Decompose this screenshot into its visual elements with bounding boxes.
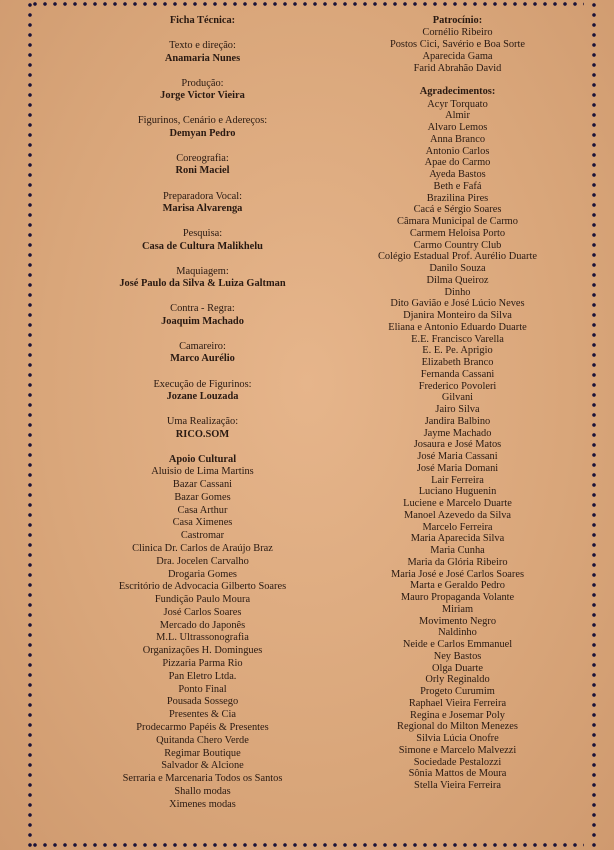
credit-name: José Paulo da Silva & Luiza Galtman	[119, 278, 286, 290]
list-item: Postos Cici, Savério e Boa Sorte	[389, 39, 526, 51]
list-item: Maria da Glória Ribeiro	[407, 556, 508, 568]
list-item: Fundição Paulo Moura	[154, 594, 251, 606]
ficha-tecnica-title: Ficha Técnica:	[169, 15, 236, 26]
credit-role: Uma Realização:	[166, 416, 239, 428]
agradecimentos-list	[325, 99, 590, 792]
list-item: Silvia Lúcia Onofre	[416, 733, 499, 745]
list-item: Simone e Marcelo Malvezzi	[398, 744, 517, 756]
list-item: Almir	[445, 110, 470, 122]
list-item: Eliana e Antonio Eduardo Duarte	[388, 321, 527, 333]
credit-name: Marco Aurélio	[170, 353, 235, 365]
credit-entry	[50, 379, 355, 404]
list-item: Neide e Carlos Emmanuel	[402, 639, 513, 651]
list-item: Ximenes modas	[169, 798, 236, 810]
list-item: Pan Eletro Ltda.	[168, 670, 237, 682]
list-item: Josaura e José Matos	[413, 439, 502, 451]
credit-entry	[50, 228, 355, 253]
list-item: Câmara Municipal de Carmo	[397, 216, 518, 228]
list-item: Ayeda Bastos	[429, 169, 486, 181]
list-item: Elizabeth Branco	[421, 357, 494, 369]
credit-entry	[50, 191, 355, 216]
list-item: Casa Arthur	[177, 504, 228, 516]
credit-name: Jozane Louzada	[166, 390, 239, 402]
dotted-border-bottom	[30, 842, 584, 848]
list-item: Luciano Huguenin	[418, 486, 497, 498]
list-item: Orly Reginaldo	[425, 674, 490, 686]
list-item: Antonio Carlos	[425, 145, 490, 157]
list-item: Shallo modas	[174, 786, 231, 798]
list-item: Presentes & Cia	[169, 709, 236, 721]
list-item: Serraria e Marcenaria Todos os Santos	[122, 773, 283, 785]
list-item: Colégio Estadual Prof. Aurélio Duarte	[378, 251, 537, 263]
list-item: José Maria Cassani	[417, 451, 498, 463]
list-item: Pousada Sossego	[166, 696, 239, 708]
list-item: Marta e Geraldo Pedro	[410, 580, 505, 592]
list-item: Escritório de Advocacia Gilberto Soares	[118, 581, 287, 593]
list-item: Maria José e José Carlos Soares	[390, 568, 525, 580]
apoio-cultural-list	[50, 466, 355, 812]
apoio-cultural-section	[50, 454, 355, 812]
list-item: Dra. Jocelen Carvalho	[156, 555, 249, 567]
list-item: Dinho	[444, 286, 471, 298]
credit-entry	[50, 115, 355, 140]
dotted-border-right	[591, 0, 597, 850]
credit-name: Roni Maciel	[175, 165, 230, 177]
list-item: Raphael Vieira Ferreira	[408, 697, 507, 709]
credit-entry	[50, 153, 355, 178]
credit-role: Produção:	[181, 77, 224, 89]
credit-name: RICO.SOM	[175, 428, 230, 440]
list-item: Naldinho	[438, 627, 477, 639]
list-item: Carmem Heloisa Porto	[409, 227, 506, 239]
list-item: Organizações H. Domingues	[142, 645, 263, 657]
list-item: Salvador & Alcione	[161, 760, 244, 772]
list-item: Castromar	[180, 530, 225, 542]
credit-role: Maquiagem:	[176, 265, 229, 277]
list-item: Regional do Milton Menezes	[397, 721, 518, 733]
list-item: Danilo Souza	[429, 263, 486, 275]
list-item: Gilvani	[441, 392, 474, 404]
credit-role: Texto e direção:	[169, 40, 236, 52]
list-item: Clinica Dr. Carlos de Araújo Braz	[132, 542, 273, 554]
apoio-cultural-title: Apoio Cultural	[168, 453, 237, 465]
list-item: Movimento Negro	[418, 615, 497, 627]
list-item: Manoel Azevedo da Silva	[403, 509, 512, 521]
list-item: Ponto Final	[178, 683, 227, 695]
list-item: Progeto Curumim	[420, 686, 495, 698]
dotted-border-left	[27, 0, 33, 850]
list-item: Sônia Mattos de Moura	[408, 768, 507, 780]
credit-role: Preparadora Vocal:	[163, 190, 242, 202]
credit-name: Demyan Pedro	[169, 127, 236, 139]
credit-entry	[50, 266, 355, 291]
list-item: Miriam	[441, 603, 474, 615]
list-item: Brazilina Pires	[426, 192, 489, 204]
list-item: M.L. Ultrassonografia	[156, 632, 249, 644]
credit-role: Figurinos, Cenário e Adereços:	[137, 115, 268, 127]
list-item: Olga Duarte	[431, 662, 484, 674]
list-item: Bazar Gomes	[174, 491, 231, 503]
list-item: Alvaro Lemos	[427, 122, 488, 134]
list-item: Regimar Boutique	[164, 747, 241, 759]
patrocinio-title: Patrocínio:	[432, 15, 483, 26]
list-item: Maria Cunha	[430, 545, 485, 557]
agradecimentos-title: Agradecimentos:	[419, 86, 496, 98]
list-item: Carmo Country Club	[413, 239, 502, 251]
list-item: Djanira Monteiro da Silva	[403, 310, 512, 322]
list-item: Frederico Povoleri	[418, 380, 497, 392]
list-item: Quitanda Chero Verde	[156, 734, 249, 746]
list-item: Farid Abrahão David	[413, 62, 502, 74]
credit-name: Anamaria Nunes	[164, 52, 241, 64]
credit-name: Joaquim Machado	[161, 315, 244, 327]
list-item: Anna Branco	[429, 133, 486, 145]
list-item: Bazar Cassani	[172, 478, 233, 490]
credit-entry	[50, 341, 355, 366]
list-item: Pizzaria Parma Rio	[162, 658, 243, 670]
credit-entry	[50, 40, 355, 65]
credit-entry	[50, 303, 355, 328]
list-item: Luciene e Marcelo Duarte	[403, 498, 512, 510]
list-item: Marcelo Ferreira	[422, 521, 493, 533]
list-item: Maria Aparecida Silva	[410, 533, 505, 545]
credit-role: Camareiro:	[179, 341, 226, 353]
credit-role: Pesquisa:	[182, 228, 223, 240]
ficha-tecnica-section	[50, 15, 355, 27]
left-column	[50, 15, 355, 812]
list-item: Jandira Balbino	[424, 415, 491, 427]
list-item: E. E. Pe. Aprigio	[422, 345, 493, 357]
list-item: Casa Ximenes	[172, 517, 233, 529]
list-item: Prodecarmo Papéis & Presentes	[136, 722, 269, 734]
list-item: Mercado do Japonês	[159, 619, 246, 631]
list-item: Stella Vieira Ferreira	[414, 780, 501, 792]
list-item: Regina e Josemar Poly	[410, 709, 505, 721]
credit-name: Marisa Alvarenga	[162, 202, 243, 214]
credit-role: Coreografia:	[176, 153, 229, 165]
credit-name: Casa de Cultura Malikhelu	[142, 240, 263, 252]
credit-entry	[50, 416, 355, 441]
list-item: Drogaria Gomes	[168, 568, 237, 580]
list-item: Dito Gavião e José Lúcio Neves	[390, 298, 525, 310]
list-item: Jairo Silva	[435, 404, 480, 416]
list-item: Beth e Fafá	[433, 180, 482, 192]
list-item: Dilma Queiroz	[426, 274, 489, 286]
list-item: Sociedade Pestalozzi	[413, 756, 502, 768]
list-item: José Carlos Soares	[163, 606, 242, 618]
list-item: José Maria Domani	[416, 462, 499, 474]
list-item: Ney Bastos	[433, 650, 482, 662]
credits-list	[50, 40, 355, 441]
list-item: Aparecida Gama	[422, 50, 493, 62]
right-column	[325, 15, 590, 792]
patrocinio-list	[325, 27, 590, 74]
credit-name: Jorge Victor Vieira	[160, 90, 245, 102]
list-item: Lair Ferreira	[431, 474, 484, 486]
list-item: Cornélio Ribeiro	[422, 27, 493, 39]
list-item: Aluisio de Lima Martins	[151, 466, 254, 478]
list-item: Fernanda Cassani	[420, 368, 495, 380]
list-item: Acyr Torquato	[427, 98, 488, 110]
credit-role: Contra - Regra:	[170, 303, 235, 315]
credit-entry	[50, 78, 355, 103]
list-item: Apae do Carmo	[424, 157, 491, 169]
list-item: E.E. Francisco Varella	[411, 333, 504, 345]
list-item: Mauro Propaganda Volante	[400, 592, 515, 604]
credit-role: Execução de Figurinos:	[153, 378, 252, 390]
list-item: Cacá e Sérgio Soares	[413, 204, 502, 216]
list-item: Jayme Machado	[423, 427, 492, 439]
dotted-border-top	[30, 1, 584, 7]
